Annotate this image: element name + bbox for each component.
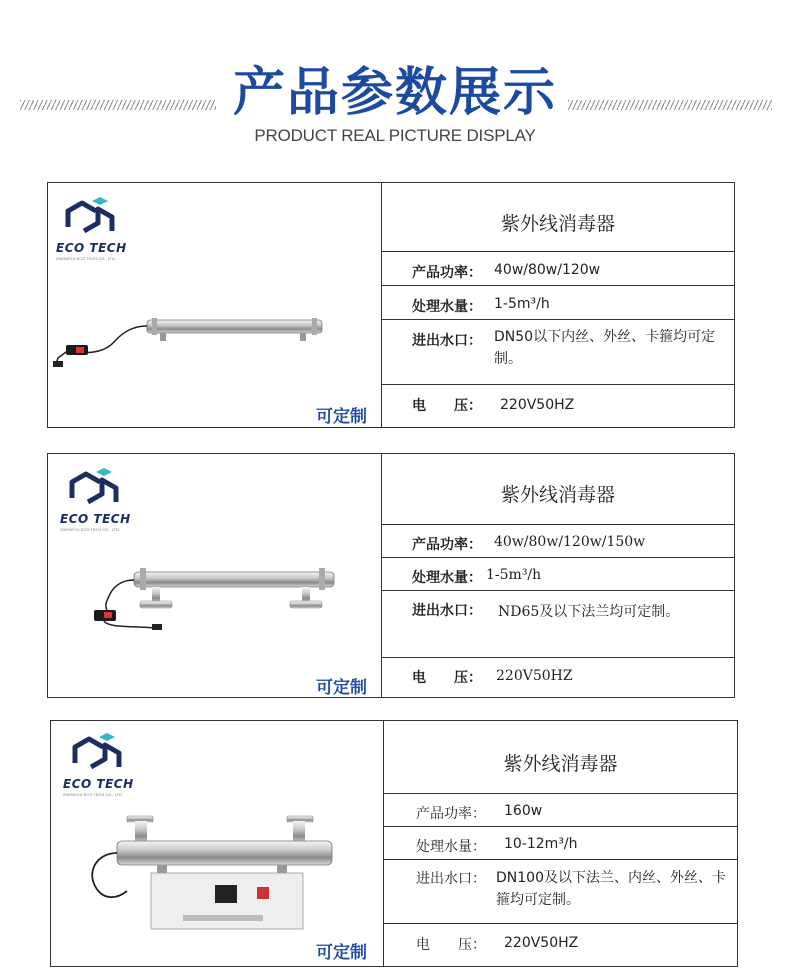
spec-label: 进出水口： <box>416 871 486 887</box>
spec-label: 处理水量： <box>412 299 482 315</box>
spec-value: 220V50HZ <box>504 935 579 951</box>
spec-value: ND65及以下法兰均可定制。 <box>498 604 680 620</box>
eco-tech-logo-icon <box>69 733 125 775</box>
decorative-hatch-right <box>568 100 772 110</box>
spec-label: 产品功率： <box>412 265 482 281</box>
spec-row-voltage <box>382 657 734 698</box>
spec-row-voltage <box>384 923 737 967</box>
brand-name: ECO TECH <box>56 241 127 255</box>
spec-label: 电 压： <box>412 398 482 414</box>
spec-value: 1-5m³/h <box>486 567 542 583</box>
spec-panel <box>384 721 737 966</box>
brand-tagline: ZHENGYU ECO TECH CO., LTD. <box>63 792 124 797</box>
spec-label: 进出水口： <box>412 333 482 349</box>
spec-value: 40w/80w/120w/150w <box>494 534 646 550</box>
uv-sterilizer-photo <box>74 556 354 646</box>
spec-row-ports <box>382 319 734 384</box>
eco-tech-logo-icon <box>62 197 118 239</box>
eco-tech-logo-icon <box>66 468 122 510</box>
customizable-label: 可定制 <box>316 407 367 427</box>
spec-label: 电 压： <box>416 937 486 953</box>
spec-value: 220V50HZ <box>500 397 575 413</box>
spec-value: 160w <box>504 803 543 819</box>
page-title: 产品参数展示 <box>232 63 557 123</box>
product-card-1 <box>47 182 735 428</box>
spec-panel <box>382 183 734 427</box>
spec-row-flow <box>384 826 737 859</box>
brand-tagline: ZHENGYU ECO TECH CO., LTD. <box>56 256 117 261</box>
spec-label: 电 压： <box>412 670 482 686</box>
spec-value: 10-12m³/h <box>504 836 578 852</box>
spec-label: 处理水量： <box>416 839 486 855</box>
spec-row-power <box>382 524 734 557</box>
brand-tagline: ZHENGYU ECO TECH CO., LTD. <box>60 527 121 532</box>
product-name: 紫外线消毒器 <box>500 213 615 235</box>
spec-row-flow <box>382 285 734 319</box>
product-card-2 <box>47 453 735 698</box>
spec-value: 220V50HZ <box>496 668 573 684</box>
spec-row-power <box>384 793 737 826</box>
spec-row-power <box>382 251 734 285</box>
spec-row-flow <box>382 557 734 590</box>
product-image-panel <box>51 721 384 966</box>
spec-value: 40w/80w/120w <box>494 262 601 278</box>
spec-value: 1-5m³/h <box>494 296 550 312</box>
page-header <box>0 0 790 170</box>
product-image-panel <box>48 454 382 697</box>
customizable-label: 可定制 <box>316 943 367 963</box>
spec-label: 产品功率： <box>416 806 486 822</box>
spec-value: DN50以下内丝、外丝、卡箍均可定制。 <box>494 329 716 367</box>
spec-label: 产品功率： <box>412 537 482 553</box>
spec-row-ports <box>384 859 737 923</box>
brand-name: ECO TECH <box>60 512 131 526</box>
page-subtitle: PRODUCT REAL PICTURE DISPLAY <box>254 126 536 145</box>
spec-row-ports <box>382 590 734 657</box>
spec-label: 处理水量： <box>412 570 482 586</box>
product-card-3 <box>50 720 738 967</box>
brand-name: ECO TECH <box>63 777 134 791</box>
spec-value: DN100及以下法兰、内丝、外丝、卡箍均可定制。 <box>496 870 726 908</box>
spec-row-voltage <box>382 384 734 428</box>
spec-label: 进出水口： <box>412 603 482 619</box>
spec-panel <box>382 454 734 697</box>
uv-sterilizer-photo <box>87 811 363 931</box>
product-name: 紫外线消毒器 <box>503 753 618 775</box>
uv-sterilizer-photo <box>52 308 342 373</box>
product-name: 紫外线消毒器 <box>500 484 615 506</box>
product-image-panel <box>48 183 382 427</box>
customizable-label: 可定制 <box>316 678 367 698</box>
